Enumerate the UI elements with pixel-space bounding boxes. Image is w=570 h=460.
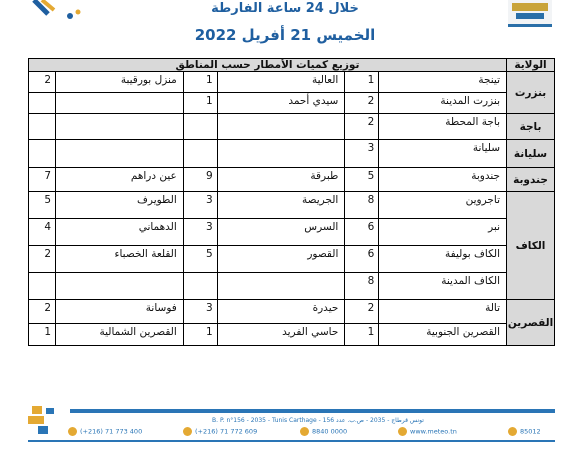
rainfall-value-cell: 1 [345, 324, 379, 346]
station-name-cell: الطويرف [56, 192, 184, 219]
station-name-cell [56, 273, 184, 300]
station-name-cell: جندوبة [379, 168, 507, 192]
footer-bottom-rule [28, 440, 555, 442]
phone-3: 8840 0000 [300, 427, 347, 436]
station-name-cell: عين دراهم [56, 168, 184, 192]
rainfall-value-cell: 2 [345, 93, 379, 114]
table-row [29, 219, 555, 246]
station-name-cell [56, 140, 184, 168]
station-name-cell: الكاف بوليفة [379, 246, 507, 273]
rainfall-value-cell: 2 [29, 72, 56, 93]
rainfall-value-cell: 1 [29, 324, 56, 346]
rainfall-value-cell: 5 [29, 192, 56, 219]
table-row [29, 324, 555, 346]
station-name-cell: بنزرت المدينة [379, 93, 507, 114]
governorate-cell: باجة [507, 114, 555, 140]
rainfall-value-cell [183, 114, 217, 140]
station-name-cell: باجة المحطة [379, 114, 507, 140]
station-name-cell: حيدرة [217, 300, 345, 324]
rainfall-value-cell: 6 [345, 246, 379, 273]
table-row [29, 168, 555, 192]
rainfall-value-cell [29, 140, 56, 168]
governorate-cell: الكاف [507, 192, 555, 300]
station-name-cell: تاجروين [379, 192, 507, 219]
call-center-icon [300, 427, 309, 436]
rainfall-value-cell: 2 [29, 246, 56, 273]
rainfall-value-cell: 5 [345, 168, 379, 192]
station-name-cell: طبرقة [217, 168, 345, 192]
footer-divider [70, 409, 555, 413]
rainfall-value-cell: 2 [345, 300, 379, 324]
station-name-cell: نبر [379, 219, 507, 246]
station-name-cell: السرس [217, 219, 345, 246]
station-name-cell: تالة [379, 300, 507, 324]
station-name-cell [217, 114, 345, 140]
phone-1: (+216) 71 773 400 [68, 427, 142, 436]
rainfall-value-cell: 1 [345, 72, 379, 93]
governorate-cell: بنزرت [507, 72, 555, 114]
table-row [29, 300, 555, 324]
station-name-cell: الدهماني [56, 219, 184, 246]
station-name-cell: الكاف المدينة [379, 273, 507, 300]
rainfall-value-cell [29, 273, 56, 300]
distribution-header: توزيع كميات الأمطار حسب المناطق [29, 59, 507, 72]
table-row [29, 246, 555, 273]
footer-brand-shapes-icon [28, 402, 72, 438]
station-name-cell: الجريصة [217, 192, 345, 219]
rainfall-value-cell: 3 [183, 192, 217, 219]
station-name-cell: فوسانة [56, 300, 184, 324]
table-row [29, 72, 555, 93]
table-row [29, 114, 555, 140]
rainfall-value-cell: 2 [29, 300, 56, 324]
footer-address: B. P. n°156 - 2035 - Tunis Carthage - تونس قرطاج - 2035 - ص.ب. عدد 156 [212, 417, 424, 424]
station-name-cell [217, 273, 345, 300]
sms-code: 85012 [508, 427, 541, 436]
phone-icon [68, 427, 77, 436]
station-name-cell: القلعة الخصباء [56, 246, 184, 273]
rainfall-value-cell: 7 [29, 168, 56, 192]
station-name-cell: القصور [217, 246, 345, 273]
rainfall-value-cell: 3 [345, 140, 379, 168]
governorate-cell: القصرين [507, 300, 555, 346]
rainfall-value-cell [183, 140, 217, 168]
station-name-cell [56, 114, 184, 140]
station-name-cell: سيدي أحمد [217, 93, 345, 114]
station-name-cell [56, 93, 184, 114]
fax-icon [183, 427, 192, 436]
rainfall-value-cell: 8 [345, 192, 379, 219]
station-name-cell: سليانة [379, 140, 507, 168]
governorate-header: الولاية [507, 59, 555, 72]
governorate-cell: جندوبة [507, 168, 555, 192]
rainfall-value-cell: 3 [183, 219, 217, 246]
station-name-cell: منزل بورقيبة [56, 72, 184, 93]
footer-contacts [68, 427, 555, 441]
table-row [29, 273, 555, 300]
station-name-cell [217, 140, 345, 168]
station-name-cell: حاسي الفريد [217, 324, 345, 346]
rainfall-value-cell: 9 [183, 168, 217, 192]
rainfall-value-cell: 8 [345, 273, 379, 300]
rainfall-value-cell [183, 273, 217, 300]
sms-icon [508, 427, 517, 436]
rainfall-value-cell: 2 [345, 114, 379, 140]
rainfall-value-cell: 1 [183, 72, 217, 93]
report-date: الخميس 21 أفريل 2022 [194, 26, 376, 44]
web-icon [398, 427, 407, 436]
rainfall-value-cell: 4 [29, 219, 56, 246]
station-name-cell: القصرين الشمالية [56, 324, 184, 346]
rainfall-value-cell: 1 [183, 324, 217, 346]
rainfall-value-cell: 5 [183, 246, 217, 273]
report-period: خلال 24 ساعة الفارطة [211, 1, 359, 16]
rainfall-table [28, 58, 555, 346]
rainfall-value-cell: 3 [183, 300, 217, 324]
station-name-cell: القصرين الجنوبية [379, 324, 507, 346]
table-row [29, 140, 555, 168]
rainfall-value-cell [29, 114, 56, 140]
rainfall-value-cell: 6 [345, 219, 379, 246]
footer [28, 402, 555, 447]
table-row [29, 93, 555, 114]
website-link[interactable]: www.meteo.tn [398, 427, 457, 436]
rainfall-value-cell [29, 93, 56, 114]
table-row [29, 192, 555, 219]
station-name-cell: العالية [217, 72, 345, 93]
governorate-cell: سليانة [507, 140, 555, 168]
station-name-cell: تينجة [379, 72, 507, 93]
phone-2: (+216) 71 772 609 [183, 427, 257, 436]
rainfall-value-cell: 1 [183, 93, 217, 114]
